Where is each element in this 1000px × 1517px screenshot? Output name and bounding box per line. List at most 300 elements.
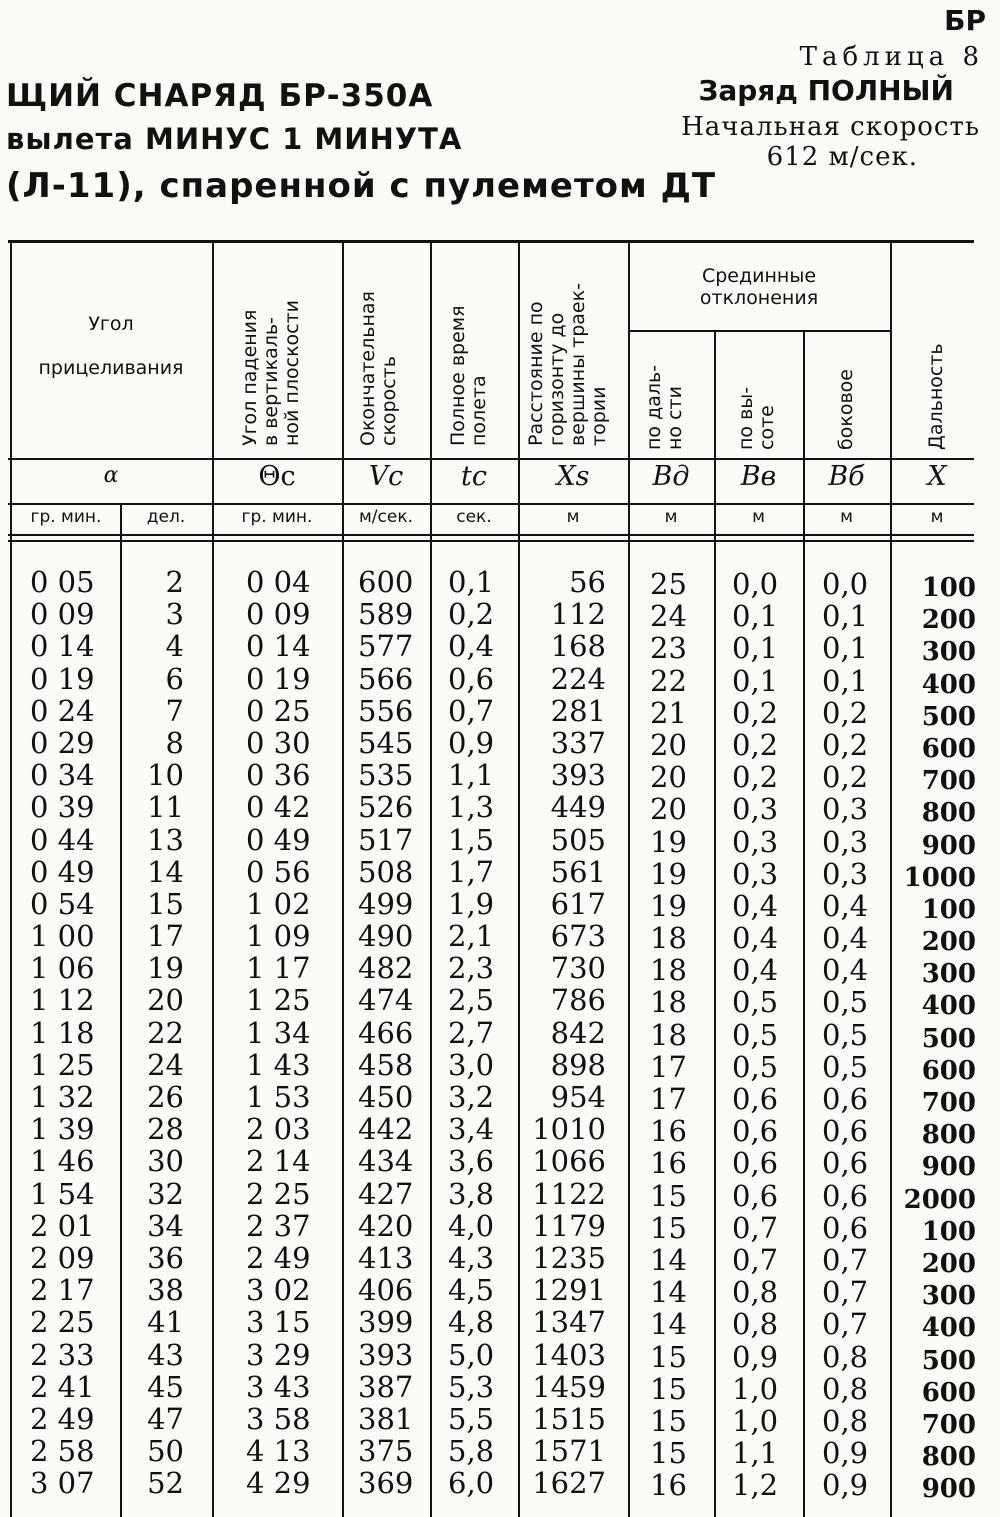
cell-t: 2,1 (448, 919, 495, 954)
cell-div: 3 (165, 597, 184, 632)
cell-xs: 337 (550, 725, 606, 760)
cell-bd: 15 (650, 1178, 687, 1213)
symbol-bd: Вд (652, 461, 690, 492)
cell-div: 41 (147, 1305, 184, 1340)
cell-v: 508 (358, 854, 414, 889)
cell-aim: 0 49 (30, 854, 95, 889)
cell-div: 50 (147, 1434, 184, 1469)
cell-bv: 0,4 (732, 888, 779, 923)
cell-bv: 0,2 (732, 695, 779, 730)
unit-aim-div: дел. (146, 507, 186, 527)
cell-v: 482 (358, 951, 414, 986)
cell-bd: 23 (650, 631, 687, 666)
title-line-1: ЩИЙ СНАРЯД БР-350А (6, 78, 434, 114)
cell-v: 466 (358, 1015, 414, 1050)
column-dev-range (650, 568, 710, 1501)
cell-xs: 281 (550, 693, 606, 728)
cell-x: 500 (921, 1023, 976, 1054)
cell-bb: 0,7 (822, 1275, 869, 1310)
cell-bd: 14 (650, 1275, 687, 1310)
column-final-speed (358, 566, 428, 1499)
cell-bb: 0,6 (822, 1114, 869, 1149)
cell-x: 2000 (903, 1184, 976, 1215)
column-aim-divisions (122, 566, 184, 1499)
cell-theta: 1 17 (246, 951, 311, 986)
cell-xs: 786 (550, 983, 606, 1018)
cell-bd: 15 (650, 1339, 687, 1374)
cell-bd: 14 (650, 1242, 687, 1277)
cell-v: 556 (358, 693, 414, 728)
cell-t: 0,9 (448, 725, 495, 760)
cell-bd: 19 (650, 856, 687, 891)
cell-t: 0,7 (448, 693, 495, 728)
cell-xs: 1627 (532, 1466, 606, 1501)
cell-theta: 3 15 (246, 1305, 311, 1340)
cell-div: 20 (147, 983, 184, 1018)
cell-t: 4,5 (448, 1273, 495, 1308)
cell-theta: 1 09 (246, 919, 311, 954)
cell-x: 300 (921, 959, 976, 990)
unit-x: м (930, 507, 944, 527)
unit-bb: м (840, 507, 853, 527)
cell-bd: 15 (650, 1371, 687, 1406)
cell-xs: 842 (550, 1015, 606, 1050)
cell-t: 1,1 (448, 758, 495, 793)
cell-theta: 0 04 (246, 565, 311, 599)
cell-v: 526 (358, 790, 414, 825)
cell-xs: 1347 (532, 1305, 606, 1340)
cell-bd: 17 (650, 1082, 687, 1116)
cell-v: 406 (358, 1273, 414, 1308)
cell-t: 0,6 (448, 661, 495, 696)
cell-bv: 0,6 (732, 1146, 779, 1181)
cell-t: 0,2 (448, 597, 495, 632)
cell-bv: 0,7 (732, 1242, 779, 1277)
cell-bd: 16 (650, 1114, 687, 1149)
cell-div: 34 (147, 1208, 184, 1243)
cell-bb: 0,1 (822, 663, 869, 698)
cell-t: 2,5 (448, 983, 495, 1018)
cell-aim: 0 44 (30, 822, 95, 857)
cell-xs: 1235 (532, 1240, 606, 1275)
cell-aim: 2 01 (30, 1208, 95, 1243)
cell-aim: 1 06 (30, 951, 95, 986)
cell-bd: 18 (650, 921, 687, 956)
cell-v: 413 (358, 1240, 414, 1275)
cell-x: 200 (921, 927, 976, 958)
cell-bv: 0,7 (732, 1210, 779, 1245)
cell-theta: 0 09 (246, 597, 311, 632)
cell-theta: 0 36 (246, 758, 311, 793)
cell-bb: 0,6 (822, 1178, 869, 1213)
cell-bv: 0,8 (732, 1307, 779, 1342)
cell-bv: 0,5 (732, 985, 779, 1020)
cell-x: 800 (921, 798, 976, 829)
cell-bd: 14 (650, 1307, 687, 1342)
cell-bd: 25 (650, 567, 687, 601)
cell-x: 100 (921, 573, 976, 603)
unit-bd: м (664, 507, 678, 527)
cell-x: 800 (921, 1120, 976, 1151)
cell-aim: 2 49 (30, 1401, 95, 1436)
cell-t: 5,5 (448, 1401, 495, 1436)
cell-theta: 1 02 (246, 886, 311, 921)
cell-div: 10 (147, 758, 184, 793)
cell-bd: 19 (650, 888, 687, 923)
cell-bb: 0,0 (822, 567, 869, 601)
cell-div: 52 (147, 1466, 184, 1501)
cell-x: 900 (921, 1152, 976, 1183)
title-line-2: вылета МИНУС 1 МИНУТА (6, 122, 463, 156)
column-fall-angle (246, 566, 336, 1499)
column-flight-time (448, 566, 518, 1499)
cell-v: 474 (358, 983, 414, 1018)
cell-v: 450 (358, 1080, 414, 1114)
cell-bb: 0,5 (822, 1049, 869, 1084)
cell-aim: 0 05 (30, 565, 95, 599)
cell-bb: 0,4 (822, 888, 869, 923)
cell-bv: 0,6 (732, 1178, 779, 1213)
cell-bb: 0,4 (822, 953, 869, 988)
cell-v: 387 (358, 1369, 414, 1404)
cell-theta: 0 49 (246, 822, 311, 857)
cell-theta: 0 25 (246, 693, 311, 728)
cell-xs: 449 (550, 790, 606, 825)
cell-v: 566 (358, 661, 414, 696)
cell-aim: 0 39 (30, 790, 95, 825)
cell-xs: 1571 (532, 1434, 606, 1469)
cell-bd: 15 (650, 1210, 687, 1245)
cell-xs: 1459 (532, 1369, 606, 1404)
cell-xs: 168 (550, 629, 606, 664)
cell-div: 26 (147, 1080, 184, 1114)
cell-x: 800 (921, 1442, 976, 1473)
cell-div: 28 (147, 1112, 184, 1147)
cell-bb: 0,8 (822, 1371, 869, 1406)
cell-div: 2 (165, 565, 184, 599)
cell-bb: 0,7 (822, 1242, 869, 1277)
cell-v: 577 (358, 629, 414, 664)
unit-xs: м (566, 507, 580, 527)
cell-theta: 3 29 (246, 1337, 311, 1372)
cell-aim: 1 32 (30, 1080, 95, 1114)
cell-xs: 673 (550, 919, 606, 954)
symbol-alpha: α (103, 463, 119, 488)
cell-div: 6 (165, 661, 184, 696)
cell-aim: 1 46 (30, 1144, 95, 1179)
symbol-tc: tc (461, 461, 487, 492)
title-line-3: (Л-11), спаренной с пулеметом ДТ (6, 166, 717, 206)
cell-bv: 0,5 (732, 1049, 779, 1084)
cell-div: 17 (147, 919, 184, 954)
cell-v: 499 (358, 886, 414, 921)
column-distance (892, 572, 976, 1505)
cell-x: 600 (921, 733, 976, 764)
cell-theta: 1 53 (246, 1080, 311, 1114)
cell-theta: 3 02 (246, 1273, 311, 1308)
cell-x: 600 (921, 1055, 976, 1086)
cell-t: 1,5 (448, 822, 495, 857)
cell-v: 420 (358, 1208, 414, 1243)
cell-bb: 0,4 (822, 921, 869, 956)
cell-x: 1000 (903, 862, 976, 893)
cell-bv: 0,6 (732, 1114, 779, 1149)
cell-bb: 0,1 (822, 631, 869, 666)
cell-bb: 0,9 (822, 1436, 869, 1471)
cell-aim: 0 19 (30, 661, 95, 696)
cell-aim: 0 24 (30, 693, 95, 728)
cell-aim: 2 58 (30, 1434, 95, 1469)
cell-bb: 0,2 (822, 760, 869, 795)
cell-bd: 15 (650, 1403, 687, 1438)
header-fall-angle: Угол падения в вертикаль- ной плоскости (239, 299, 303, 446)
cell-xs: 1179 (532, 1208, 606, 1243)
cell-t: 4,8 (448, 1305, 495, 1340)
cell-div: 14 (147, 854, 184, 889)
cell-div: 15 (147, 886, 184, 921)
cell-v: 535 (358, 758, 414, 793)
cell-x: 400 (921, 991, 976, 1022)
cell-bv: 0,6 (732, 1082, 779, 1116)
cell-x: 900 (921, 830, 976, 861)
column-dev-height (732, 568, 802, 1501)
cell-x: 400 (921, 669, 976, 700)
cell-v: 600 (358, 565, 414, 599)
symbol-bv: Вв (740, 461, 777, 492)
cell-bv: 0,2 (732, 727, 779, 762)
cell-div: 43 (147, 1337, 184, 1372)
cell-bd: 16 (650, 1146, 687, 1181)
cell-bb: 0,3 (822, 792, 869, 827)
cell-t: 3,0 (448, 1047, 495, 1082)
cell-bv: 0,3 (732, 856, 779, 891)
cell-div: 11 (147, 790, 184, 825)
cell-t: 0,4 (448, 629, 495, 664)
cell-div: 13 (147, 822, 184, 857)
cell-v: 427 (358, 1176, 414, 1211)
cell-bd: 20 (650, 760, 687, 795)
header-dev-side: боковое (835, 369, 857, 450)
cell-bv: 0,2 (732, 760, 779, 795)
cell-bv: 0,3 (732, 824, 779, 859)
unit-aim-deg: гр. мин. (30, 507, 102, 527)
cell-div: 32 (147, 1176, 184, 1211)
cell-xs: 898 (550, 1047, 606, 1082)
cell-t: 0,1 (448, 565, 495, 599)
header-distance: Дальность (925, 343, 947, 450)
cell-bd: 19 (650, 824, 687, 859)
column-dev-side (822, 568, 888, 1501)
cell-bv: 0,0 (732, 567, 779, 601)
cell-aim: 1 18 (30, 1015, 95, 1050)
cell-theta: 1 34 (246, 1015, 311, 1050)
header-aim-angle: Угол прицеливания (38, 313, 184, 379)
cell-t: 1,9 (448, 886, 495, 921)
cell-x: 200 (921, 605, 976, 636)
cell-x: 600 (921, 1377, 976, 1408)
header-final-speed: Окончательная скорость (357, 291, 400, 446)
cell-x: 300 (921, 637, 976, 668)
header-flight-time: Полное время полета (447, 305, 490, 446)
charge-label: Заряд ПОЛНЫЙ (698, 74, 954, 107)
cell-bb: 0,2 (822, 727, 869, 762)
cell-x: 400 (921, 1313, 976, 1344)
cell-div: 38 (147, 1273, 184, 1308)
cell-xs: 1122 (532, 1176, 606, 1211)
cell-theta: 1 43 (246, 1047, 311, 1082)
column-apex-distance (520, 566, 606, 1499)
cell-xs: 1010 (532, 1112, 606, 1147)
unit-time: сек. (456, 507, 492, 527)
cell-aim: 3 07 (30, 1466, 95, 1501)
cell-t: 5,0 (448, 1337, 495, 1372)
cell-t: 2,3 (448, 951, 495, 986)
cell-bv: 0,1 (732, 599, 779, 634)
cell-aim: 0 09 (30, 597, 95, 632)
cell-div: 19 (147, 951, 184, 986)
cell-bv: 1,1 (732, 1436, 779, 1471)
muzzle-velocity-label: Начальная скорость (681, 112, 980, 142)
cell-x: 900 (921, 1474, 976, 1505)
cell-bb: 0,5 (822, 1017, 869, 1052)
cell-bd: 20 (650, 792, 687, 827)
cell-theta: 2 03 (246, 1112, 311, 1147)
cell-t: 3,8 (448, 1176, 495, 1211)
symbol-vc: Vc (368, 461, 404, 492)
cell-xs: 1515 (532, 1401, 606, 1436)
cell-xs: 505 (550, 822, 606, 857)
cell-div: 47 (147, 1401, 184, 1436)
cell-t: 4,3 (448, 1240, 495, 1275)
cell-theta: 3 58 (246, 1401, 311, 1436)
cell-xs: 56 (569, 565, 606, 599)
cell-bb: 0,6 (822, 1146, 869, 1181)
cell-bv: 0,9 (732, 1339, 779, 1374)
cell-aim: 2 25 (30, 1305, 95, 1340)
cell-x: 500 (921, 1345, 976, 1376)
cell-aim: 1 39 (30, 1112, 95, 1147)
cell-bb: 0,3 (822, 856, 869, 891)
cell-aim: 2 17 (30, 1273, 95, 1308)
cell-aim: 2 33 (30, 1337, 95, 1372)
cell-xs: 393 (550, 758, 606, 793)
cell-t: 3,4 (448, 1112, 495, 1147)
cell-xs: 112 (550, 597, 606, 632)
cell-xs: 954 (550, 1080, 606, 1114)
cell-xs: 730 (550, 951, 606, 986)
cell-theta: 3 43 (246, 1369, 311, 1404)
cell-xs: 561 (550, 854, 606, 889)
cell-bd: 22 (650, 663, 687, 698)
cell-t: 4,0 (448, 1208, 495, 1243)
cell-theta: 0 56 (246, 854, 311, 889)
cell-v: 545 (358, 725, 414, 760)
cell-theta: 4 29 (246, 1466, 311, 1501)
cell-v: 375 (358, 1434, 414, 1469)
unit-speed: м/сек. (358, 507, 414, 527)
cell-bd: 17 (650, 1049, 687, 1084)
cell-div: 45 (147, 1369, 184, 1404)
cell-bv: 1,0 (732, 1371, 779, 1406)
cell-t: 5,3 (448, 1369, 495, 1404)
cell-aim: 2 41 (30, 1369, 95, 1404)
cell-t: 1,3 (448, 790, 495, 825)
cell-x: 300 (921, 1281, 976, 1312)
cell-bv: 0,1 (732, 663, 779, 698)
cell-theta: 0 14 (246, 629, 311, 664)
cell-bb: 0,8 (822, 1339, 869, 1374)
cell-bv: 0,4 (732, 921, 779, 956)
cell-bd: 18 (650, 953, 687, 988)
cell-div: 4 (165, 629, 184, 664)
cell-xs: 224 (550, 661, 606, 696)
cell-theta: 2 49 (246, 1240, 311, 1275)
muzzle-velocity-value: 612 м/сек. (766, 142, 918, 172)
cell-div: 8 (165, 725, 184, 760)
corner-label: БР (944, 4, 986, 37)
cell-t: 5,8 (448, 1434, 495, 1469)
cell-xs: 1403 (532, 1337, 606, 1372)
header-dev-range: по даль- но сти (643, 364, 686, 450)
cell-bd: 20 (650, 727, 687, 762)
cell-xs: 1291 (532, 1273, 606, 1308)
cell-aim: 1 54 (30, 1176, 95, 1211)
cell-theta: 0 42 (246, 790, 311, 825)
cell-bb: 0,1 (822, 599, 869, 634)
cell-bb: 0,8 (822, 1403, 869, 1438)
cell-bv: 1,2 (732, 1468, 779, 1503)
cell-theta: 1 25 (246, 983, 311, 1018)
cell-t: 1,7 (448, 854, 495, 889)
symbol-xs: Xs (556, 461, 590, 492)
cell-xs: 1066 (532, 1144, 606, 1179)
cell-bb: 0,3 (822, 824, 869, 859)
cell-v: 399 (358, 1305, 414, 1340)
cell-x: 100 (921, 894, 976, 925)
cell-bd: 18 (650, 985, 687, 1020)
cell-v: 458 (358, 1047, 414, 1082)
cell-aim: 1 12 (30, 983, 95, 1018)
cell-x: 500 (921, 701, 976, 732)
cell-v: 589 (358, 597, 414, 632)
cell-bd: 16 (650, 1468, 687, 1503)
cell-theta: 2 37 (246, 1208, 311, 1243)
cell-bd: 21 (650, 695, 687, 730)
unit-fall: гр. мин. (241, 507, 313, 527)
cell-xs: 617 (550, 886, 606, 921)
cell-v: 442 (358, 1112, 414, 1147)
cell-v: 490 (358, 919, 414, 954)
cell-theta: 0 19 (246, 661, 311, 696)
cell-bv: 0,3 (732, 792, 779, 827)
cell-bd: 15 (650, 1436, 687, 1471)
cell-bb: 0,5 (822, 985, 869, 1020)
cell-aim: 0 54 (30, 886, 95, 921)
cell-t: 2,7 (448, 1015, 495, 1050)
cell-bb: 0,6 (822, 1082, 869, 1116)
cell-v: 517 (358, 822, 414, 857)
cell-t: 3,6 (448, 1144, 495, 1179)
cell-v: 369 (358, 1466, 414, 1501)
cell-x: 100 (921, 1216, 976, 1247)
cell-bv: 0,8 (732, 1275, 779, 1310)
cell-aim: 0 34 (30, 758, 95, 793)
cell-bv: 1,0 (732, 1403, 779, 1438)
cell-bv: 0,4 (732, 953, 779, 988)
cell-div: 36 (147, 1240, 184, 1275)
header-dev-height: по вы- соте (735, 386, 778, 450)
table-number: Таблица 8 (799, 42, 984, 72)
